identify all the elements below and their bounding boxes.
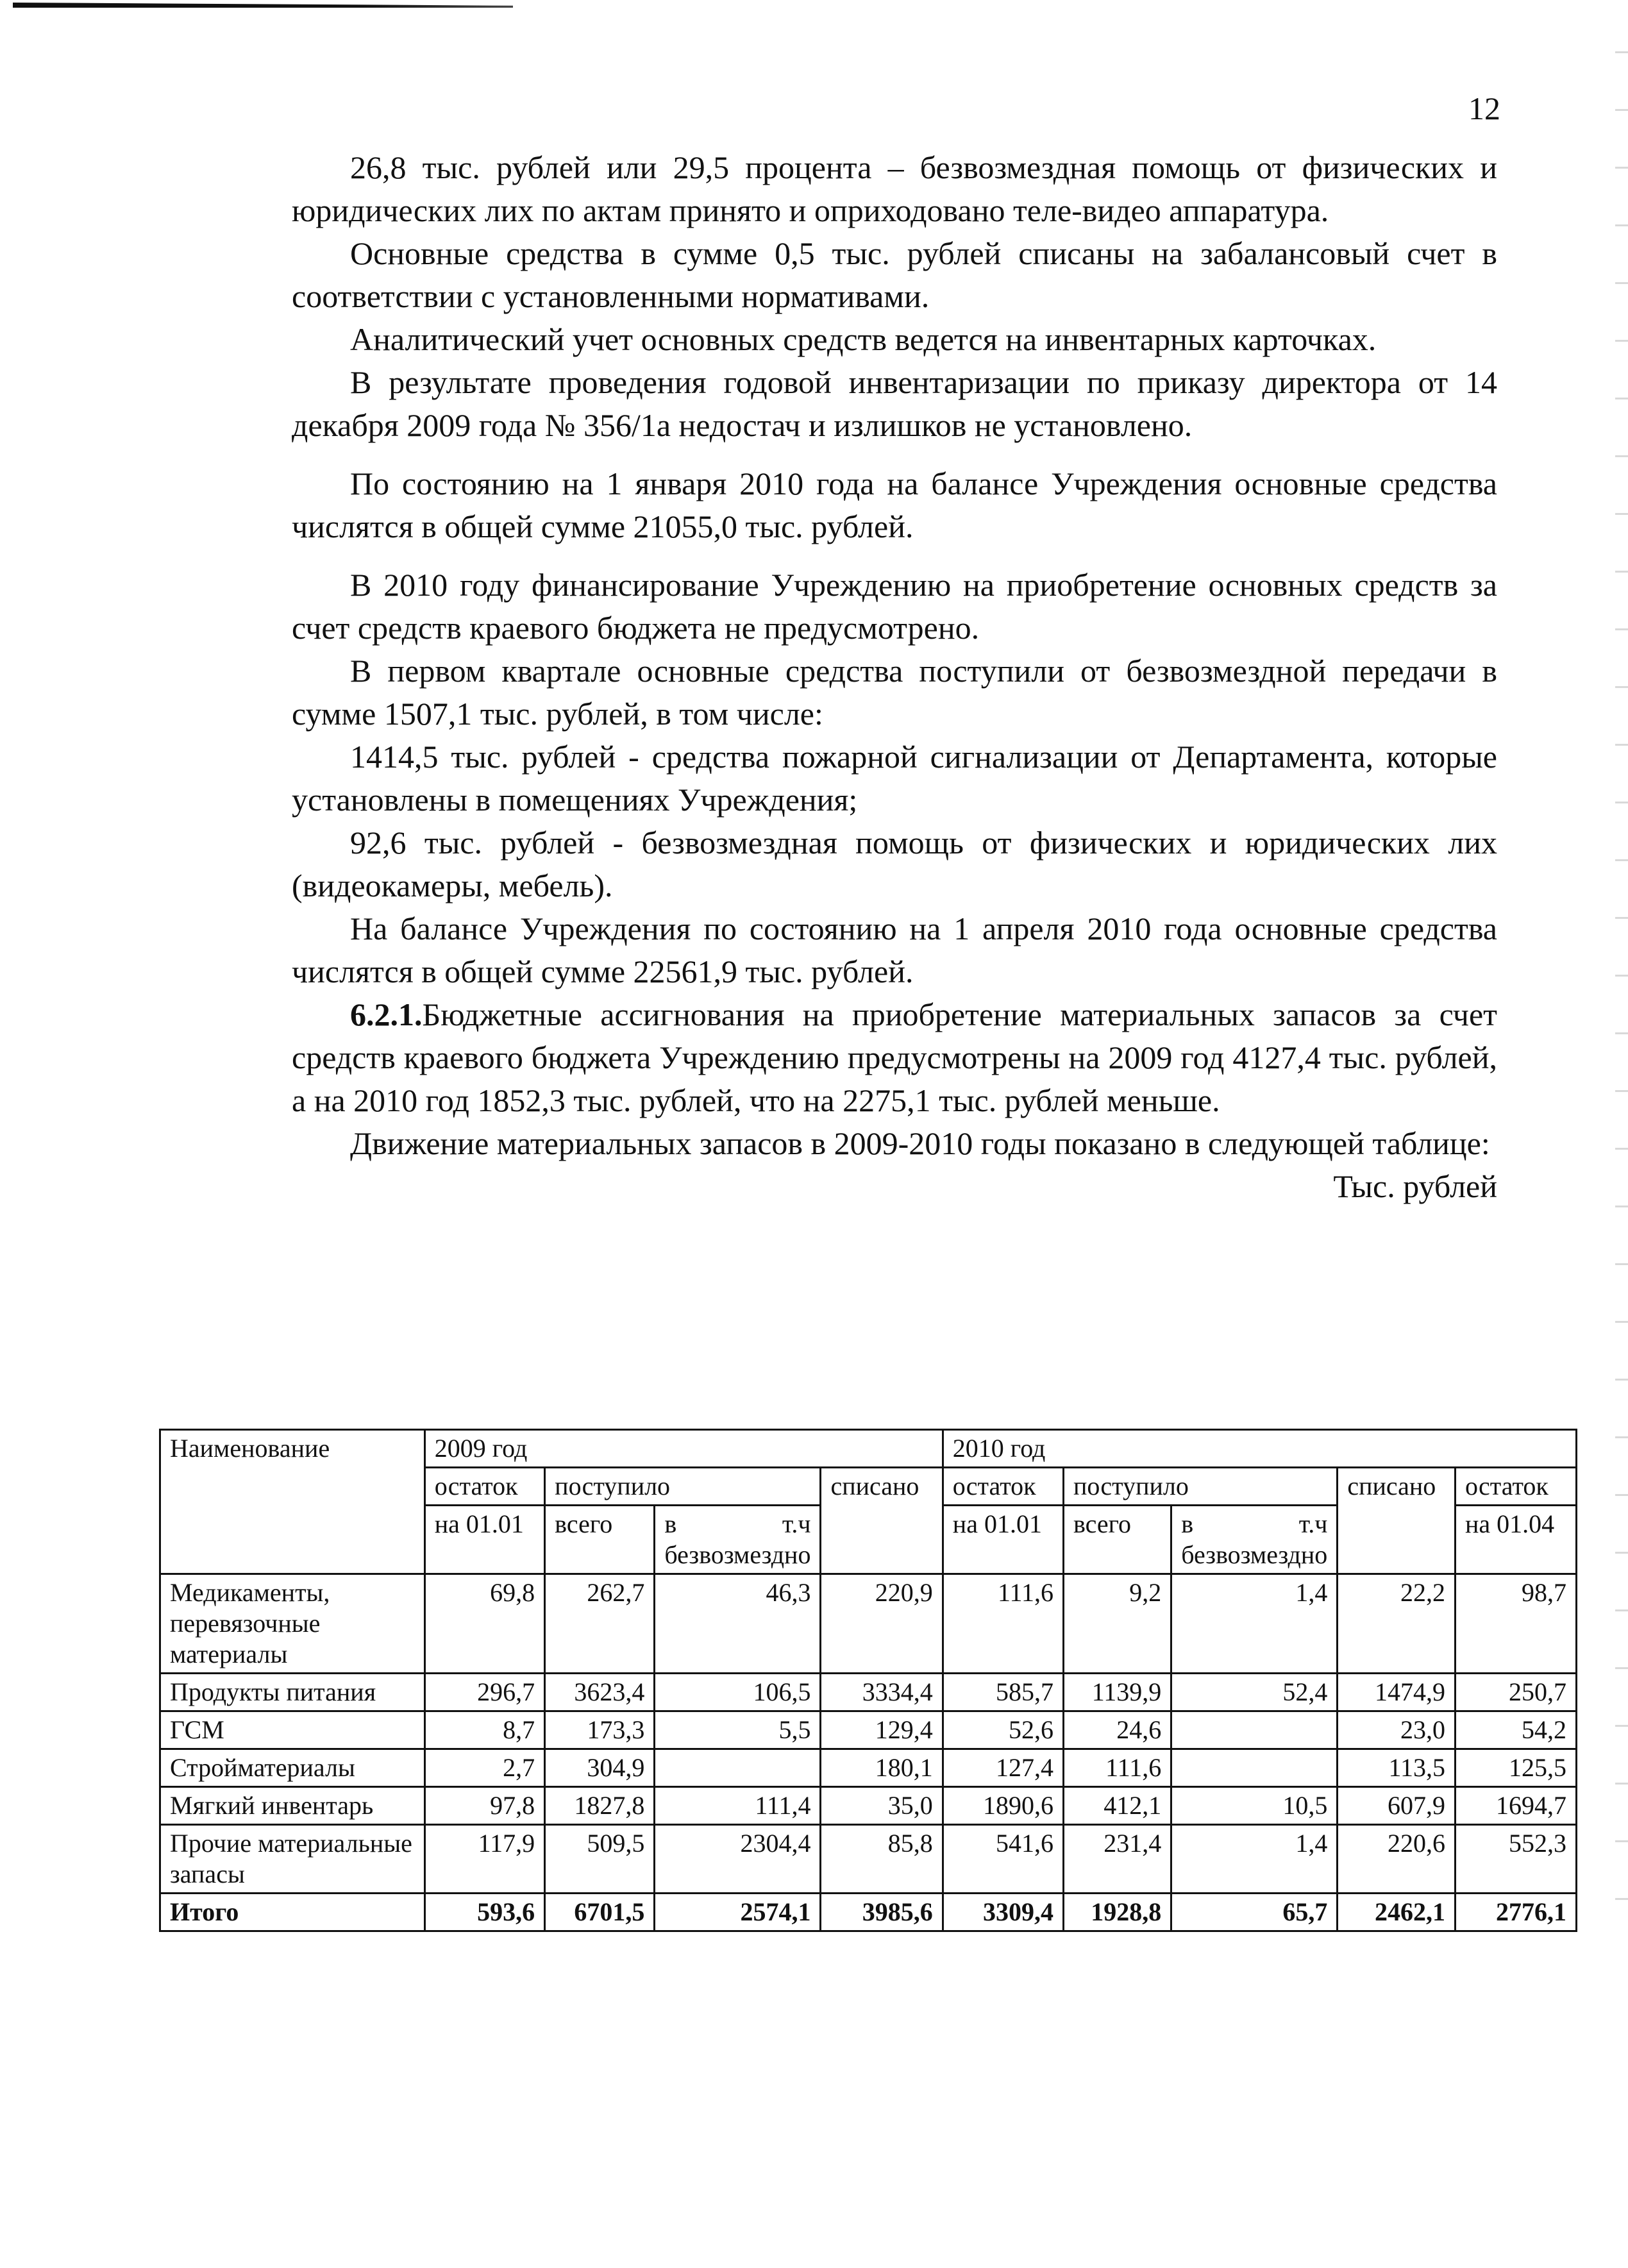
materials-table [159,1429,1577,1932]
header-2010: 2010 год [943,1430,1576,1468]
paragraph: В первом квартале основные средства поступили от безвозмездной передачи в сумме 1507,1 тыс. рублей, в том числе: [292,653,1497,732]
scan-noise-right [1615,26,1628,1949]
table-total-row: Итого 593,6 6701,5 2574,1 3985,6 3309,4 1928,8 65,7 2462,1 2776,1 [160,1894,1577,1931]
row-name: Продукты питания [160,1674,425,1711]
row-name: Медикаменты, перевязочные материалы [160,1574,425,1674]
row-name: Прочие материальные запасы [160,1825,425,1894]
row-name: ГСМ [160,1711,425,1749]
header-postupilo-2010: поступило [1063,1468,1337,1506]
table-row: Мягкий инвентарь 97,8 1827,8 111,4 35,0 1890,6 412,1 10,5 607,9 1694,7 [160,1787,1577,1825]
paragraph: 92,6 тыс. рублей - безвозмездная помощь от физических и юридических лих (видеокамеры, мебель). [292,825,1497,903]
section-text: Бюджетные ассигнования на приобретение материальных запасов за счет средств краевого бюджета Учреждению предусмотрены на 2009 год 4127,4 тыс. рублей, а на 2010 год 1852,3 тыс. рублей, что на 2275,1 тыс. рублей меньше. [292,996,1497,1118]
paragraph: В результате проведения годовой инвентаризации по приказу директора от 14 декабря 2009 года № 356/1а недостач и излишков не установлено. [292,364,1497,443]
paragraph: 1414,5 тыс. рублей - средства пожарной сигнализации от Департамента, которые установлены в помещениях Учреждения; [292,739,1497,818]
table-row: Продукты питания 296,7 3623,4 106,5 3334,4 585,7 1139,9 52,4 1474,9 250,7 [160,1674,1577,1711]
paragraph: На балансе Учреждения по состоянию на 1 апреля 2010 года основные средства числятся в общей сумме 22561,9 тыс. рублей. [292,911,1497,989]
row-name: Итого [160,1894,425,1931]
section-paragraph [292,993,1497,1122]
section-number: 6.2.1. [350,996,423,1032]
table-row: Стройматериалы 2,7 304,9 180,1 127,4 111,6 113,5 125,5 [160,1749,1577,1787]
header-name: Наименование [160,1430,425,1574]
header-na-0101-2010: на 01.01 [943,1506,1063,1574]
header-ostatok-2010: остаток [943,1468,1063,1506]
header-bezvozm-2009: в т.ч безвозмездно [655,1506,821,1574]
header-na-0101-2009: на 01.01 [424,1506,544,1574]
header-spisano-2009: списано [821,1468,943,1574]
header-ostatok-2009: остаток [424,1468,544,1506]
body-text [292,146,1497,1208]
header-ostatok-0104: остаток [1456,1468,1577,1506]
header-vsego-2009: всего [545,1506,655,1574]
table-row: Медикаменты, перевязочные материалы 69,8 262,7 46,3 220,9 111,6 9,2 1,4 22,2 98,7 [160,1574,1577,1674]
header-vsego-2010: всего [1063,1506,1171,1574]
header-na-0104: на 01.04 [1456,1506,1577,1574]
paragraph: В 2010 году финансирование Учреждению на приобретение основных средств за счет средств краевого бюджета не предусмотрено. [292,567,1497,646]
paragraph: Основные средства в сумме 0,5 тыс. рублей списаны на забалансовый счет в соответствии с установленными нормативами. [292,235,1497,314]
header-postupilo-2009: поступило [545,1468,821,1506]
table-row: Прочие материальные запасы 117,9 509,5 2304,4 85,8 541,6 231,4 1,4 220,6 552,3 [160,1825,1577,1894]
scan-edge-artifact [13,3,513,8]
header-2009: 2009 год [424,1430,943,1468]
header-bezvozm-2010: в т.ч безвозмездно [1171,1506,1338,1574]
paragraph: По состоянию на 1 января 2010 года на балансе Учреждения основные средства числятся в общей сумме 21055,0 тыс. рублей. [292,466,1497,544]
row-name: Стройматериалы [160,1749,425,1787]
paragraph: Аналитический учет основных средств ведется на инвентарных карточках. [350,321,1377,357]
paragraph: Движение материальных запасов в 2009-2010 годы показано в следующей таблице: [350,1125,1490,1161]
table-units: Тыс. рублей [1333,1168,1497,1204]
page-number: 12 [1468,90,1500,126]
header-spisano-2010: списано [1338,1468,1456,1574]
row-name: Мягкий инвентарь [160,1787,425,1825]
paragraph: 26,8 тыс. рублей или 29,5 процента – безвозмездная помощь от физических и юридических лих по актам принято и оприходовано теле-видео аппаратура. [292,149,1497,228]
table-row: ГСМ 8,7 173,3 5,5 129,4 52,6 24,6 23,0 54,2 [160,1711,1577,1749]
